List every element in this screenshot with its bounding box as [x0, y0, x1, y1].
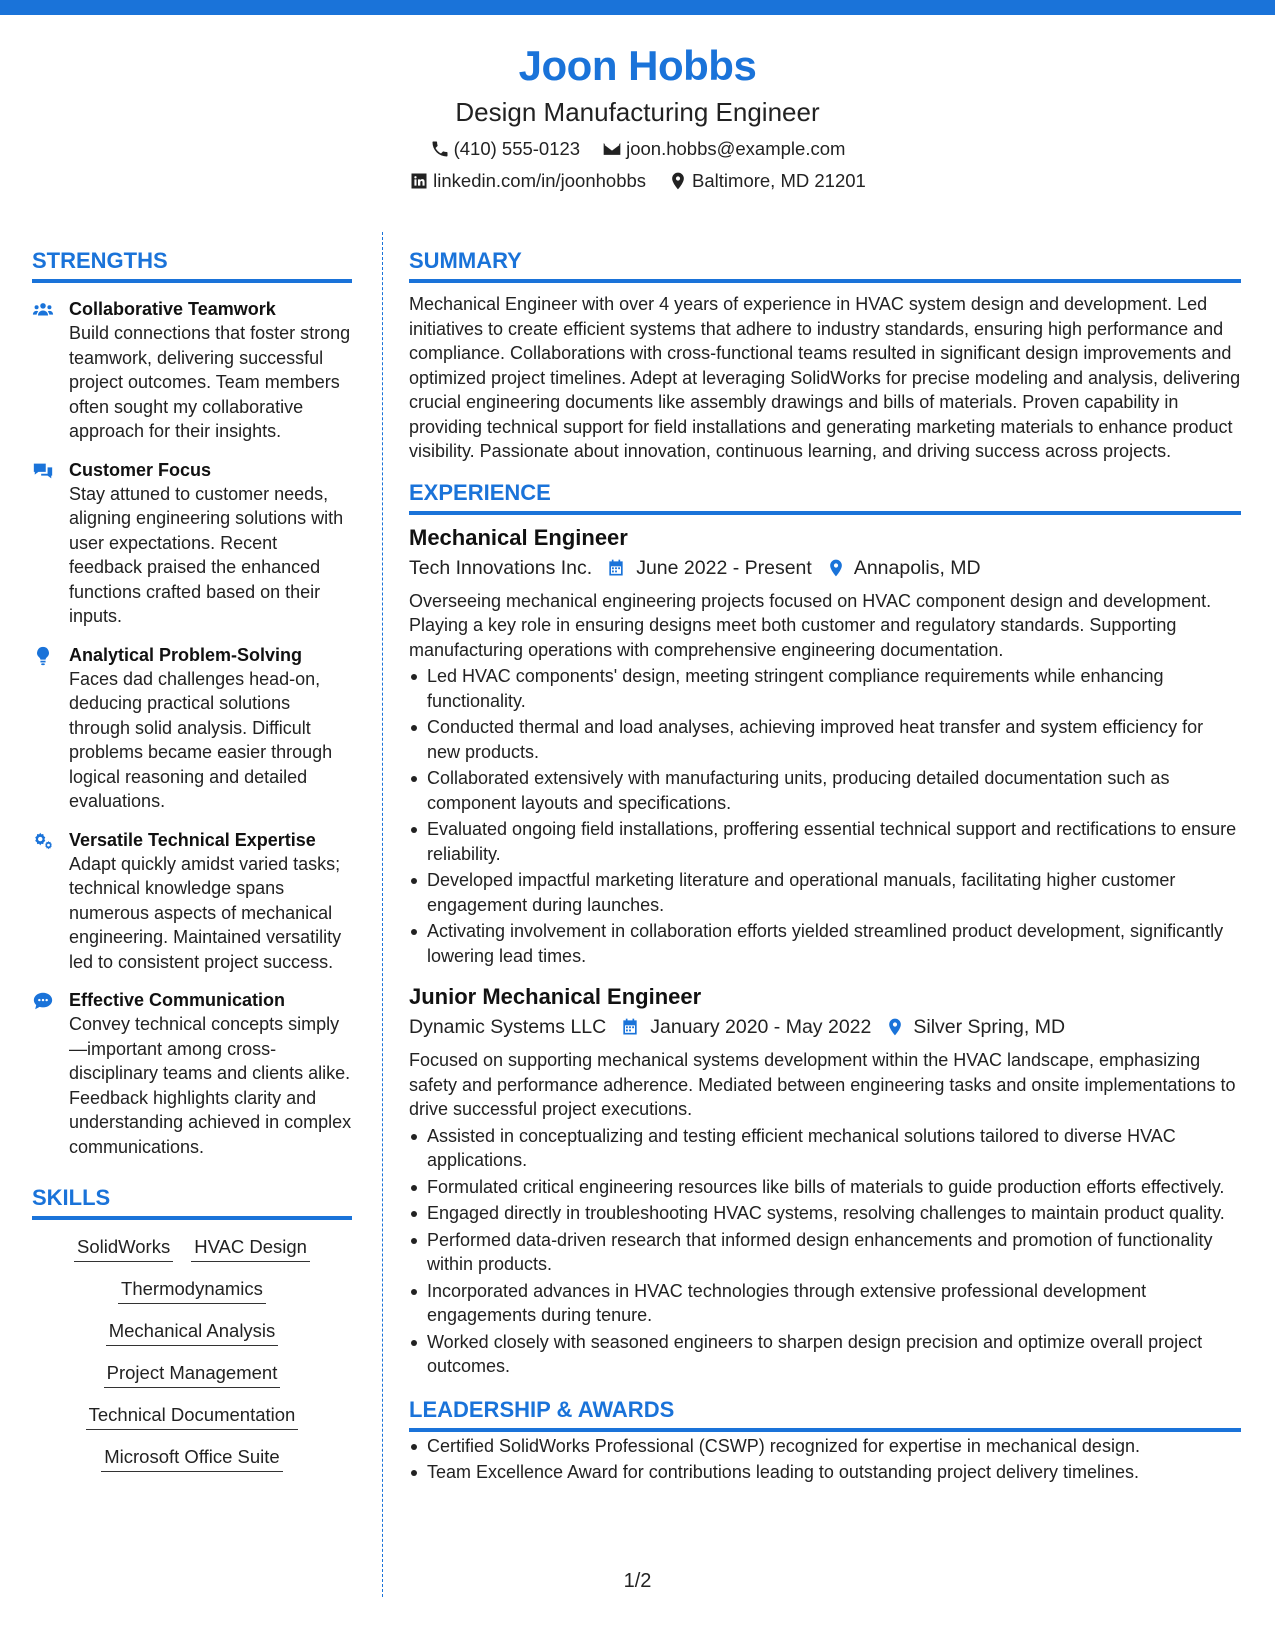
strength-item: [32, 458, 352, 629]
calendar-icon: [606, 558, 626, 578]
bullet-item: Led HVAC components' design, meeting stringent compliance requirements while enhancing functionality.: [409, 664, 1241, 713]
linkedin-contact[interactable]: [409, 166, 646, 196]
lightbulb-icon: [32, 645, 54, 667]
bullet-item: Formulated critical engineering resources like bills of materials to guide production efforts effectively.: [409, 1175, 1241, 1200]
candidate-title: Design Manufacturing Engineer: [455, 97, 820, 127]
skill-tag: Thermodynamics: [118, 1276, 266, 1304]
job-bullets: [409, 1124, 1241, 1379]
skill-tag: HVAC Design: [191, 1234, 310, 1262]
location-contact: [668, 166, 866, 196]
bullet-item: Engaged directly in troubleshooting HVAC systems, resolving challenges to maintain product quality.: [409, 1201, 1241, 1226]
phone-contact: [430, 134, 581, 164]
calendar-icon: [620, 1017, 640, 1037]
bullet-item: Collaborated extensively with manufacturing units, producing detailed documentation such as component layouts and specifications.: [409, 766, 1241, 815]
bullet-item: Developed impactful marketing literature and operational manuals, facilitating higher customer engagement during launches.: [409, 868, 1241, 917]
strength-text: Faces dad challenges head-on, deducing practical solutions through solid analysis. Difficult problems became easier through logical reasoning and detailed evaluations.: [69, 668, 333, 811]
skill-tag: Technical Documentation: [86, 1402, 299, 1430]
skill-tag: Mechanical Analysis: [106, 1318, 279, 1346]
strength-item: [32, 988, 352, 1159]
page-number: 1/2: [623, 1570, 652, 1592]
phone-number: (410) 555-0123: [453, 138, 581, 159]
job-location: Annapolis, MD: [853, 556, 981, 579]
strength-text: Convey technical concepts simply—important among cross-disciplinary teams and clients alike. Feedback highlights clarity and understanding achieved in complex communications.: [69, 1014, 352, 1157]
job-dates: January 2020 - May 2022: [650, 1016, 872, 1038]
award-item: Certified SolidWorks Professional (CSWP) recognized for expertise in mechanical design.: [409, 1434, 1241, 1459]
comment-dots-icon: [32, 990, 54, 1012]
candidate-name: Joon Hobbs: [518, 42, 757, 89]
phone-icon: [430, 139, 450, 159]
users-icon: [32, 299, 54, 321]
map-pin-icon: [885, 1017, 905, 1037]
strength-title: Collaborative Teamwork: [69, 299, 276, 319]
contact-row-2: [0, 166, 1275, 196]
location-text: Baltimore, MD 21201: [692, 170, 866, 191]
skills-list: [32, 1234, 352, 1472]
email-contact[interactable]: [602, 134, 845, 164]
job-entry: [409, 982, 1241, 1379]
skill-tag: SolidWorks: [74, 1234, 173, 1262]
strength-item: [32, 828, 352, 975]
resume-header: [0, 40, 1275, 196]
bullet-item: Activating involvement in collaboration efforts yielded streamlined product development, significantly lowering lead times.: [409, 919, 1241, 968]
job-meta: [409, 1012, 1241, 1042]
left-column: [32, 246, 352, 1472]
award-item: Team Excellence Award for contributions leading to outstanding project delivery timelines.: [409, 1460, 1241, 1485]
bullet-item: Evaluated ongoing field installations, proffering essential technical support and rectifications to ensure reliability.: [409, 817, 1241, 866]
company-name: Dynamic Systems LLC: [409, 1016, 607, 1038]
skills-heading: SKILLS: [32, 1183, 352, 1220]
strength-title: Customer Focus: [69, 459, 212, 480]
job-dates: June 2022 - Present: [636, 556, 812, 579]
job-entry: [409, 523, 1241, 969]
strength-title: Effective Communication: [69, 990, 286, 1010]
strength-item: [32, 297, 352, 444]
job-meta: [409, 553, 1241, 583]
bullet-item: Worked closely with seasoned engineers to sharpen design precision and optimize overall project outcomes.: [409, 1330, 1241, 1379]
linkedin-icon: [409, 171, 429, 191]
contact-row-1: [0, 134, 1275, 164]
summary-heading: SUMMARY: [409, 246, 1241, 283]
strength-title: Versatile Technical Expertise: [69, 829, 316, 850]
skill-tag: Project Management: [104, 1360, 281, 1388]
bullet-item: Assisted in conceptualizing and testing efficient mechanical solutions tailored to diverse HVAC applications.: [409, 1124, 1241, 1173]
strength-text: Adapt quickly amidst varied tasks; technical knowledge spans numerous aspects of mechanical engineering. Maintained versatility led to consistent project success.: [69, 853, 342, 972]
strength-text: Build connections that foster strong teamwork, delivering successful project outcomes. Team members often sought my collaborative approach for their insights.: [69, 323, 351, 441]
leadership-list: [409, 1434, 1241, 1485]
right-column: [409, 246, 1241, 1485]
map-pin-icon: [826, 558, 846, 578]
company-name: Tech Innovations Inc.: [409, 556, 593, 579]
experience-heading: EXPERIENCE: [409, 478, 1241, 515]
skill-tag: Microsoft Office Suite: [101, 1444, 282, 1472]
job-title: Junior Mechanical Engineer: [409, 984, 702, 1009]
column-divider: [382, 232, 383, 1597]
job-bullets: [409, 664, 1241, 968]
leadership-heading: LEADERSHIP & AWARDS: [409, 1395, 1241, 1432]
strength-text: Stay attuned to customer needs, aligning engineering solutions with user expectations. Recent feedback praised the enhanced functions crafted based on their inputs.: [69, 483, 344, 626]
envelope-icon: [602, 139, 622, 159]
map-pin-icon: [668, 171, 688, 191]
strength-item: [32, 643, 352, 814]
bullet-item: Performed data-driven research that informed design enhancements and promotion of functionality within products.: [409, 1228, 1241, 1277]
summary-text: Mechanical Engineer with over 4 years of experience in HVAC system design and development. Led initiatives to create efficient systems that adhere to industry standards, ensuring high performance and compliance. Collaborations with cross-functional teams resulted in significant design improvements and optimized project timelines. Adept at leveraging SolidWorks for precise modeling and analysis, delivering crucial engineering documents like assembly drawings and bills of materials. Proven capability in providing technical support for field installations and generating marketing materials to enhance product visibility. Passionate about innovation, continuous learning, and driving success across projects.: [409, 294, 1241, 461]
strength-title: Analytical Problem-Solving: [69, 644, 303, 665]
job-description: Overseeing mechanical engineering projects focused on HVAC component design and development. Playing a key role in ensuring designs meet both customer and regulatory standards. Supporting manufacturing operations with comprehensive engineering documentation.: [409, 590, 1212, 660]
strengths-heading: STRENGTHS: [32, 246, 352, 283]
top-accent-bar: [0, 0, 1275, 15]
bullet-item: Incorporated advances in HVAC technologies through extensive professional development engagements during tenure.: [409, 1279, 1241, 1328]
bullet-item: Conducted thermal and load analyses, achieving improved heat transfer and system efficiency for new products.: [409, 715, 1241, 764]
linkedin-url[interactable]: linkedin.com/in/joonhobbs: [433, 170, 647, 191]
gears-icon: [32, 830, 54, 852]
chat-bubbles-icon: [32, 460, 54, 482]
job-location: Silver Spring, MD: [913, 1016, 1066, 1038]
job-title: Mechanical Engineer: [409, 524, 628, 550]
job-description: Focused on supporting mechanical systems development within the HVAC landscape, emphasizing safety and performance adherence. Mediated between engineering tasks and onsite implementations to drive successful project executions.: [409, 1050, 1236, 1119]
email-address[interactable]: joon.hobbs@example.com: [626, 138, 846, 159]
